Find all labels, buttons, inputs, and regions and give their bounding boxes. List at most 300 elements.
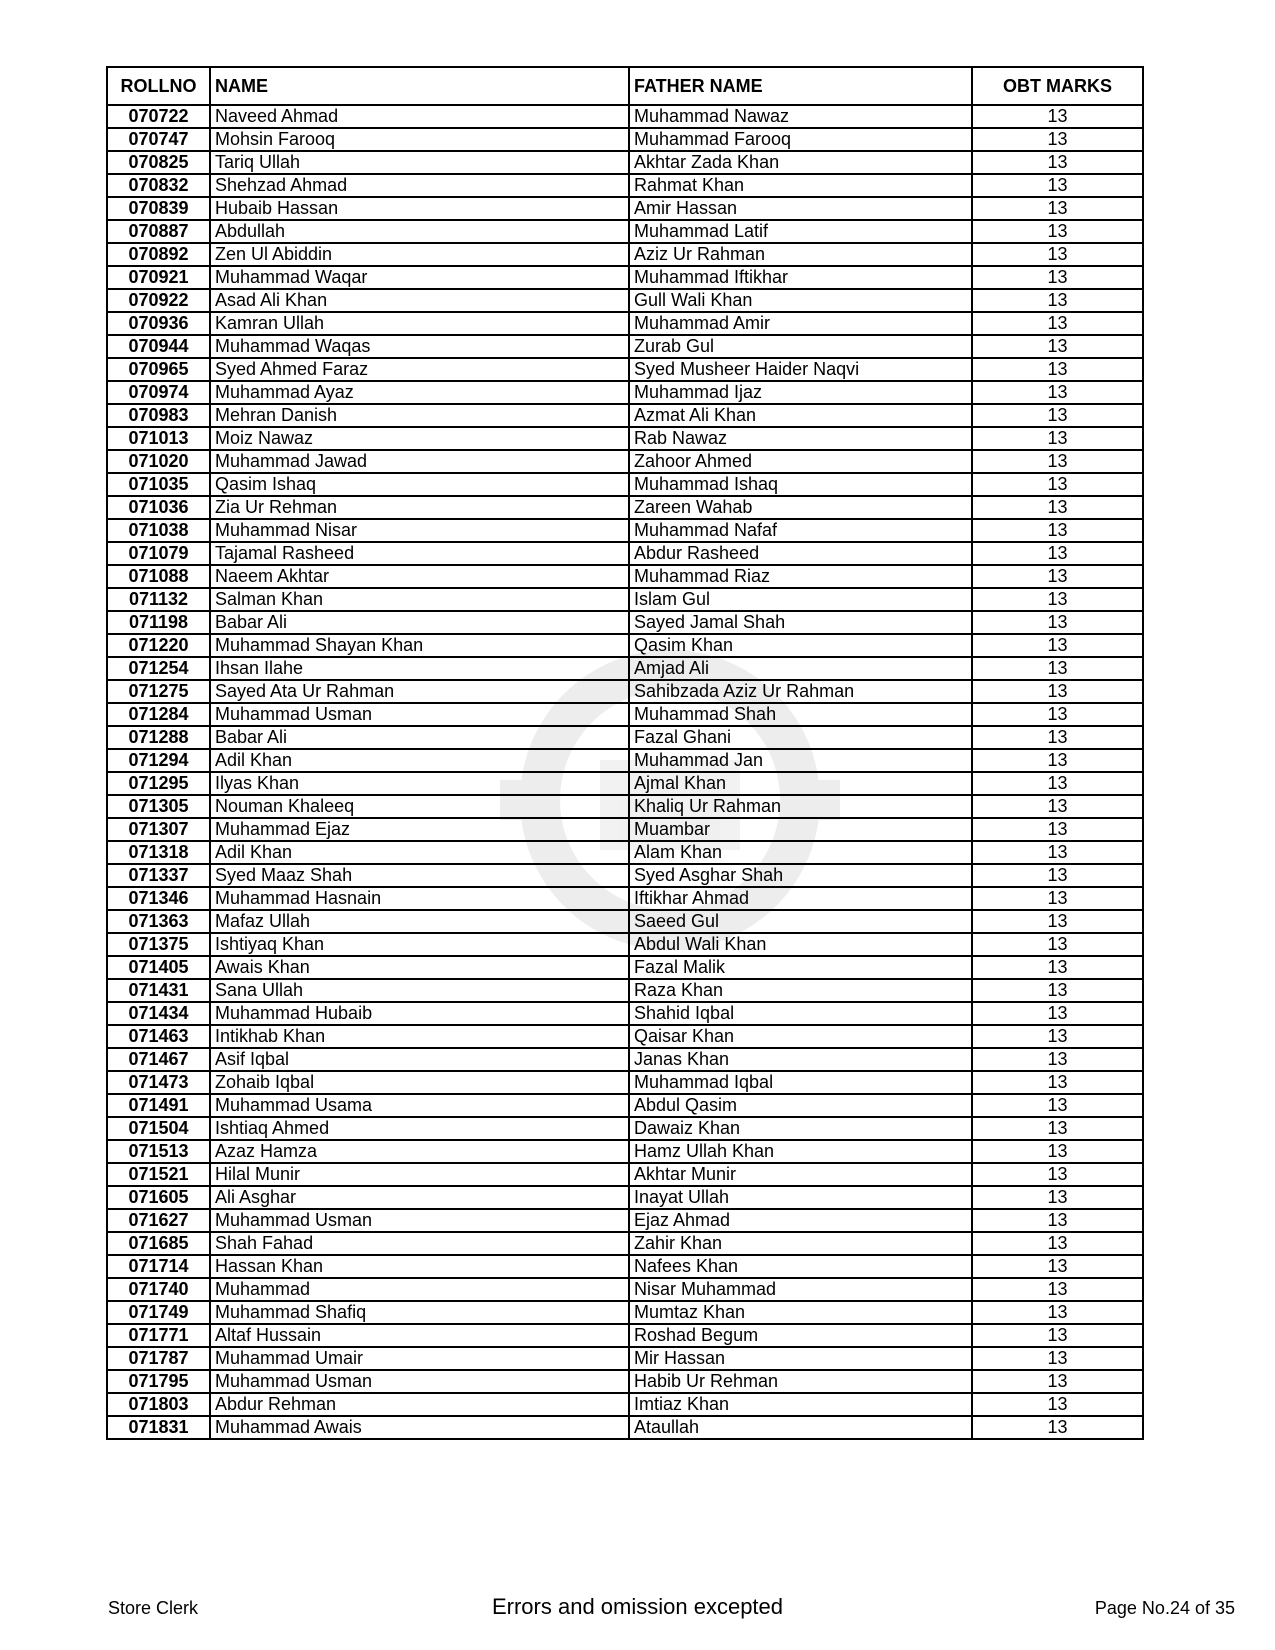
roll-number-cell: 071132: [107, 588, 210, 611]
table-row: [107, 1163, 1143, 1186]
marks-cell: 13: [972, 1094, 1143, 1117]
name-cell: Muhammad Hubaib: [210, 1002, 629, 1025]
roll-number-cell: 070944: [107, 335, 210, 358]
roll-number-cell: 071307: [107, 818, 210, 841]
name-cell: Muhammad: [210, 1278, 629, 1301]
header-obt-marks: OBT MARKS: [972, 67, 1143, 105]
name-cell: Babar Ali: [210, 726, 629, 749]
name-cell: Naveed Ahmad: [210, 105, 629, 128]
table-row: [107, 1370, 1143, 1393]
roll-number-cell: 071088: [107, 565, 210, 588]
father-name-cell: Qaisar Khan: [629, 1025, 972, 1048]
name-cell: Muhammad Shafiq: [210, 1301, 629, 1324]
roll-number-cell: 071198: [107, 611, 210, 634]
father-name-cell: Roshad Begum: [629, 1324, 972, 1347]
marks-cell: 13: [972, 1255, 1143, 1278]
father-name-cell: Muhammad Iftikhar: [629, 266, 972, 289]
marks-cell: 13: [972, 519, 1143, 542]
roll-number-cell: 071803: [107, 1393, 210, 1416]
father-name-cell: Ataullah: [629, 1416, 972, 1439]
father-name-cell: Fazal Ghani: [629, 726, 972, 749]
roll-number-cell: 071504: [107, 1117, 210, 1140]
father-name-cell: Saeed Gul: [629, 910, 972, 933]
father-name-cell: Muhammad Riaz: [629, 565, 972, 588]
marks-cell: 13: [972, 473, 1143, 496]
roll-number-cell: 071521: [107, 1163, 210, 1186]
marks-cell: 13: [972, 105, 1143, 128]
father-name-cell: Abdul Wali Khan: [629, 933, 972, 956]
table-row: [107, 933, 1143, 956]
roll-number-cell: 071375: [107, 933, 210, 956]
father-name-cell: Abdur Rasheed: [629, 542, 972, 565]
marks-cell: 13: [972, 979, 1143, 1002]
name-cell: Muhammad Jawad: [210, 450, 629, 473]
marks-cell: 13: [972, 174, 1143, 197]
table-row: [107, 197, 1143, 220]
table-row: [107, 1301, 1143, 1324]
father-name-cell: Azmat Ali Khan: [629, 404, 972, 427]
footer-page-number: Page No.24 of 35: [1094, 1598, 1235, 1618]
name-cell: Naeem Akhtar: [210, 565, 629, 588]
name-cell: Hilal Munir: [210, 1163, 629, 1186]
father-name-cell: Muhammad Jan: [629, 749, 972, 772]
table-row: [107, 1278, 1143, 1301]
roll-number-cell: 071036: [107, 496, 210, 519]
marks-cell: 13: [972, 887, 1143, 910]
name-cell: Tariq Ullah: [210, 151, 629, 174]
roll-number-cell: 071749: [107, 1301, 210, 1324]
table-row: [107, 979, 1143, 1002]
father-name-cell: Dawaiz Khan: [629, 1117, 972, 1140]
table-row: [107, 358, 1143, 381]
roll-number-cell: 071795: [107, 1370, 210, 1393]
father-name-cell: Khaliq Ur Rahman: [629, 795, 972, 818]
roll-number-cell: 070921: [107, 266, 210, 289]
marks-cell: 13: [972, 312, 1143, 335]
table-row: [107, 1232, 1143, 1255]
roll-number-cell: 071220: [107, 634, 210, 657]
marks-cell: 13: [972, 956, 1143, 979]
footer-disclaimer: Errors and omission excepted: [491, 1594, 784, 1619]
father-name-cell: Mumtaz Khan: [629, 1301, 972, 1324]
roll-number-cell: 071685: [107, 1232, 210, 1255]
name-cell: Mehran Danish: [210, 404, 629, 427]
name-cell: Muhammad Usama: [210, 1094, 629, 1117]
table-row: [107, 1048, 1143, 1071]
name-cell: Muhammad Umair: [210, 1347, 629, 1370]
table-row: [107, 611, 1143, 634]
marks-cell: 13: [972, 933, 1143, 956]
name-cell: Sayed Ata Ur Rahman: [210, 680, 629, 703]
table-row: [107, 220, 1143, 243]
roll-number-cell: 071254: [107, 657, 210, 680]
roll-number-cell: 071434: [107, 1002, 210, 1025]
marks-cell: 13: [972, 335, 1143, 358]
name-cell: Adil Khan: [210, 841, 629, 864]
father-name-cell: Muambar: [629, 818, 972, 841]
father-name-cell: Amjad Ali: [629, 657, 972, 680]
roll-number-cell: 071513: [107, 1140, 210, 1163]
table-row: [107, 473, 1143, 496]
name-cell: Hassan Khan: [210, 1255, 629, 1278]
name-cell: Moiz Nawaz: [210, 427, 629, 450]
marks-cell: 13: [972, 1370, 1143, 1393]
name-cell: Shah Fahad: [210, 1232, 629, 1255]
table-row: [107, 910, 1143, 933]
father-name-cell: Muhammad Shah: [629, 703, 972, 726]
table-row: [107, 1255, 1143, 1278]
name-cell: Muhammad Ejaz: [210, 818, 629, 841]
name-cell: Muhammad Nisar: [210, 519, 629, 542]
table-row: [107, 795, 1143, 818]
marks-cell: 13: [972, 1393, 1143, 1416]
marks-cell: 13: [972, 1186, 1143, 1209]
name-cell: Abdur Rehman: [210, 1393, 629, 1416]
table-row: [107, 956, 1143, 979]
name-cell: Muhammad Waqar: [210, 266, 629, 289]
marks-cell: 13: [972, 128, 1143, 151]
table-row: [107, 634, 1143, 657]
marks-cell: 13: [972, 1278, 1143, 1301]
marks-cell: 13: [972, 450, 1143, 473]
name-cell: Hubaib Hassan: [210, 197, 629, 220]
father-name-cell: Abdul Qasim: [629, 1094, 972, 1117]
roll-number-cell: 070839: [107, 197, 210, 220]
table-row: [107, 312, 1143, 335]
father-name-cell: Zurab Gul: [629, 335, 972, 358]
father-name-cell: Nisar Muhammad: [629, 1278, 972, 1301]
name-cell: Tajamal Rasheed: [210, 542, 629, 565]
father-name-cell: Imtiaz Khan: [629, 1393, 972, 1416]
name-cell: Abdullah: [210, 220, 629, 243]
marks-cell: 13: [972, 910, 1143, 933]
marks-cell: 13: [972, 565, 1143, 588]
father-name-cell: Fazal Malik: [629, 956, 972, 979]
father-name-cell: Muhammad Iqbal: [629, 1071, 972, 1094]
name-cell: Asif Iqbal: [210, 1048, 629, 1071]
table-row: [107, 243, 1143, 266]
table-row: [107, 1186, 1143, 1209]
table-row: [107, 404, 1143, 427]
marks-cell: 13: [972, 381, 1143, 404]
father-name-cell: Muhammad Latif: [629, 220, 972, 243]
marks-cell: 13: [972, 243, 1143, 266]
table-header-row: [107, 67, 1143, 105]
roll-number-cell: 070722: [107, 105, 210, 128]
table-row: [107, 887, 1143, 910]
name-cell: Sana Ullah: [210, 979, 629, 1002]
table-row: [107, 381, 1143, 404]
father-name-cell: Muhammad Ijaz: [629, 381, 972, 404]
roll-number-cell: 071831: [107, 1416, 210, 1439]
table-row: [107, 496, 1143, 519]
table-row: [107, 680, 1143, 703]
name-cell: Asad Ali Khan: [210, 289, 629, 312]
roll-number-cell: 070892: [107, 243, 210, 266]
name-cell: Adil Khan: [210, 749, 629, 772]
roll-number-cell: 071787: [107, 1347, 210, 1370]
table-row: [107, 1393, 1143, 1416]
roll-number-cell: 071431: [107, 979, 210, 1002]
table-row: [107, 749, 1143, 772]
table-row: [107, 841, 1143, 864]
roll-number-cell: 071605: [107, 1186, 210, 1209]
roll-number-cell: 071463: [107, 1025, 210, 1048]
marks-cell: 13: [972, 1025, 1143, 1048]
table-row: [107, 174, 1143, 197]
marks-cell: 13: [972, 1347, 1143, 1370]
father-name-cell: Amir Hassan: [629, 197, 972, 220]
marks-cell: 13: [972, 841, 1143, 864]
father-name-cell: Iftikhar Ahmad: [629, 887, 972, 910]
table-row: [107, 427, 1143, 450]
father-name-cell: Rab Nawaz: [629, 427, 972, 450]
table-row: [107, 1002, 1143, 1025]
father-name-cell: Zareen Wahab: [629, 496, 972, 519]
table-row: [107, 1071, 1143, 1094]
father-name-cell: Muhammad Nafaf: [629, 519, 972, 542]
name-cell: Shehzad Ahmad: [210, 174, 629, 197]
father-name-cell: Habib Ur Rehman: [629, 1370, 972, 1393]
name-cell: Muhammad Hasnain: [210, 887, 629, 910]
roll-number-cell: 071305: [107, 795, 210, 818]
marks-cell: 13: [972, 289, 1143, 312]
father-name-cell: Muhammad Amir: [629, 312, 972, 335]
marks-cell: 13: [972, 864, 1143, 887]
table-body: [107, 105, 1143, 1439]
name-cell: Muhammad Ayaz: [210, 381, 629, 404]
roll-number-cell: 071013: [107, 427, 210, 450]
table-row: [107, 1025, 1143, 1048]
roll-number-cell: 070936: [107, 312, 210, 335]
father-name-cell: Raza Khan: [629, 979, 972, 1002]
name-cell: Ishtiaq Ahmed: [210, 1117, 629, 1140]
marks-cell: 13: [972, 197, 1143, 220]
table-row: [107, 1209, 1143, 1232]
name-cell: Nouman Khaleeq: [210, 795, 629, 818]
name-cell: Azaz Hamza: [210, 1140, 629, 1163]
table-row: [107, 151, 1143, 174]
marks-cell: 13: [972, 1416, 1143, 1439]
marks-cell: 13: [972, 542, 1143, 565]
table-row: [107, 335, 1143, 358]
marks-cell: 13: [972, 404, 1143, 427]
name-cell: Ali Asghar: [210, 1186, 629, 1209]
roll-number-cell: 070922: [107, 289, 210, 312]
name-cell: Mohsin Farooq: [210, 128, 629, 151]
results-table: [106, 66, 1144, 1440]
marks-cell: 13: [972, 657, 1143, 680]
marks-cell: 13: [972, 427, 1143, 450]
marks-cell: 13: [972, 818, 1143, 841]
roll-number-cell: 071346: [107, 887, 210, 910]
father-name-cell: Ajmal Khan: [629, 772, 972, 795]
name-cell: Intikhab Khan: [210, 1025, 629, 1048]
roll-number-cell: 070974: [107, 381, 210, 404]
roll-number-cell: 071275: [107, 680, 210, 703]
name-cell: Zia Ur Rehman: [210, 496, 629, 519]
roll-number-cell: 071363: [107, 910, 210, 933]
father-name-cell: Sahibzada Aziz Ur Rahman: [629, 680, 972, 703]
name-cell: Muhammad Usman: [210, 1370, 629, 1393]
roll-number-cell: 071294: [107, 749, 210, 772]
roll-number-cell: 071740: [107, 1278, 210, 1301]
table-row: [107, 519, 1143, 542]
father-name-cell: Syed Musheer Haider Naqvi: [629, 358, 972, 381]
marks-cell: 13: [972, 726, 1143, 749]
marks-cell: 13: [972, 749, 1143, 772]
marks-cell: 13: [972, 1071, 1143, 1094]
roll-number-cell: 070887: [107, 220, 210, 243]
father-name-cell: Aziz Ur Rahman: [629, 243, 972, 266]
roll-number-cell: 071295: [107, 772, 210, 795]
roll-number-cell: 071405: [107, 956, 210, 979]
roll-number-cell: 071473: [107, 1071, 210, 1094]
table-row: [107, 703, 1143, 726]
name-cell: Kamran Ullah: [210, 312, 629, 335]
father-name-cell: Islam Gul: [629, 588, 972, 611]
marks-cell: 13: [972, 1232, 1143, 1255]
table-row: [107, 818, 1143, 841]
roll-number-cell: 070983: [107, 404, 210, 427]
name-cell: Ihsan Ilahe: [210, 657, 629, 680]
name-cell: Ilyas Khan: [210, 772, 629, 795]
table-row: [107, 105, 1143, 128]
table-row: [107, 657, 1143, 680]
father-name-cell: Hamz Ullah Khan: [629, 1140, 972, 1163]
marks-cell: 13: [972, 1117, 1143, 1140]
table-row: [107, 542, 1143, 565]
roll-number-cell: 070832: [107, 174, 210, 197]
father-name-cell: Muhammad Nawaz: [629, 105, 972, 128]
table-row: [107, 1094, 1143, 1117]
father-name-cell: Ejaz Ahmad: [629, 1209, 972, 1232]
roll-number-cell: 071467: [107, 1048, 210, 1071]
roll-number-cell: 071079: [107, 542, 210, 565]
roll-number-cell: 071771: [107, 1324, 210, 1347]
table-row: [107, 450, 1143, 473]
table-row: [107, 1347, 1143, 1370]
name-cell: Salman Khan: [210, 588, 629, 611]
father-name-cell: Gull Wali Khan: [629, 289, 972, 312]
marks-cell: 13: [972, 772, 1143, 795]
name-cell: Syed Maaz Shah: [210, 864, 629, 887]
father-name-cell: Rahmat Khan: [629, 174, 972, 197]
footer-store-clerk: Store Clerk: [108, 1598, 199, 1618]
marks-cell: 13: [972, 358, 1143, 381]
marks-cell: 13: [972, 795, 1143, 818]
marks-cell: 13: [972, 680, 1143, 703]
father-name-cell: Akhtar Munir: [629, 1163, 972, 1186]
name-cell: Awais Khan: [210, 956, 629, 979]
father-name-cell: Shahid Iqbal: [629, 1002, 972, 1025]
table-row: [107, 1140, 1143, 1163]
name-cell: Muhammad Usman: [210, 1209, 629, 1232]
name-cell: Ishtiyaq Khan: [210, 933, 629, 956]
header-rollno: ROLLNO: [107, 67, 210, 105]
name-cell: Muhammad Awais: [210, 1416, 629, 1439]
father-name-cell: Sayed Jamal Shah: [629, 611, 972, 634]
roll-number-cell: 071288: [107, 726, 210, 749]
roll-number-cell: 071038: [107, 519, 210, 542]
father-name-cell: Janas Khan: [629, 1048, 972, 1071]
marks-cell: 13: [972, 151, 1143, 174]
name-cell: Babar Ali: [210, 611, 629, 634]
table-row: [107, 266, 1143, 289]
father-name-cell: Nafees Khan: [629, 1255, 972, 1278]
father-name-cell: Zahir Khan: [629, 1232, 972, 1255]
father-name-cell: Syed Asghar Shah: [629, 864, 972, 887]
table-row: [107, 1416, 1143, 1439]
name-cell: Zen Ul Abiddin: [210, 243, 629, 266]
marks-cell: 13: [972, 1163, 1143, 1186]
father-name-cell: Muhammad Farooq: [629, 128, 972, 151]
marks-cell: 13: [972, 266, 1143, 289]
table-row: [107, 726, 1143, 749]
roll-number-cell: 070965: [107, 358, 210, 381]
name-cell: Muhammad Waqas: [210, 335, 629, 358]
marks-cell: 13: [972, 1140, 1143, 1163]
father-name-cell: Zahoor Ahmed: [629, 450, 972, 473]
name-cell: Syed Ahmed Faraz: [210, 358, 629, 381]
name-cell: Mafaz Ullah: [210, 910, 629, 933]
roll-number-cell: 070825: [107, 151, 210, 174]
name-cell: Qasim Ishaq: [210, 473, 629, 496]
roll-number-cell: 071491: [107, 1094, 210, 1117]
roll-number-cell: 071035: [107, 473, 210, 496]
marks-cell: 13: [972, 634, 1143, 657]
header-father-name: FATHER NAME: [629, 67, 972, 105]
name-cell: Altaf Hussain: [210, 1324, 629, 1347]
marks-cell: 13: [972, 1048, 1143, 1071]
father-name-cell: Muhammad Ishaq: [629, 473, 972, 496]
roll-number-cell: 071337: [107, 864, 210, 887]
marks-cell: 13: [972, 588, 1143, 611]
name-cell: Muhammad Usman: [210, 703, 629, 726]
roll-number-cell: 071284: [107, 703, 210, 726]
roll-number-cell: 071627: [107, 1209, 210, 1232]
table-row: [107, 864, 1143, 887]
marks-cell: 13: [972, 1301, 1143, 1324]
roll-number-cell: 071020: [107, 450, 210, 473]
father-name-cell: Mir Hassan: [629, 1347, 972, 1370]
father-name-cell: Inayat Ullah: [629, 1186, 972, 1209]
roll-number-cell: 071714: [107, 1255, 210, 1278]
table-row: [107, 588, 1143, 611]
father-name-cell: Qasim Khan: [629, 634, 972, 657]
marks-cell: 13: [972, 220, 1143, 243]
name-cell: Zohaib Iqbal: [210, 1071, 629, 1094]
father-name-cell: Alam Khan: [629, 841, 972, 864]
marks-cell: 13: [972, 1324, 1143, 1347]
name-cell: Muhammad Shayan Khan: [210, 634, 629, 657]
table-row: [107, 565, 1143, 588]
table-row: [107, 128, 1143, 151]
marks-cell: 13: [972, 703, 1143, 726]
table-row: [107, 1117, 1143, 1140]
roll-number-cell: 070747: [107, 128, 210, 151]
table-row: [107, 1324, 1143, 1347]
marks-cell: 13: [972, 1002, 1143, 1025]
table-row: [107, 772, 1143, 795]
father-name-cell: Akhtar Zada Khan: [629, 151, 972, 174]
marks-cell: 13: [972, 1209, 1143, 1232]
marks-cell: 13: [972, 496, 1143, 519]
roll-number-cell: 071318: [107, 841, 210, 864]
header-name: NAME: [210, 67, 629, 105]
table-row: [107, 289, 1143, 312]
marks-cell: 13: [972, 611, 1143, 634]
